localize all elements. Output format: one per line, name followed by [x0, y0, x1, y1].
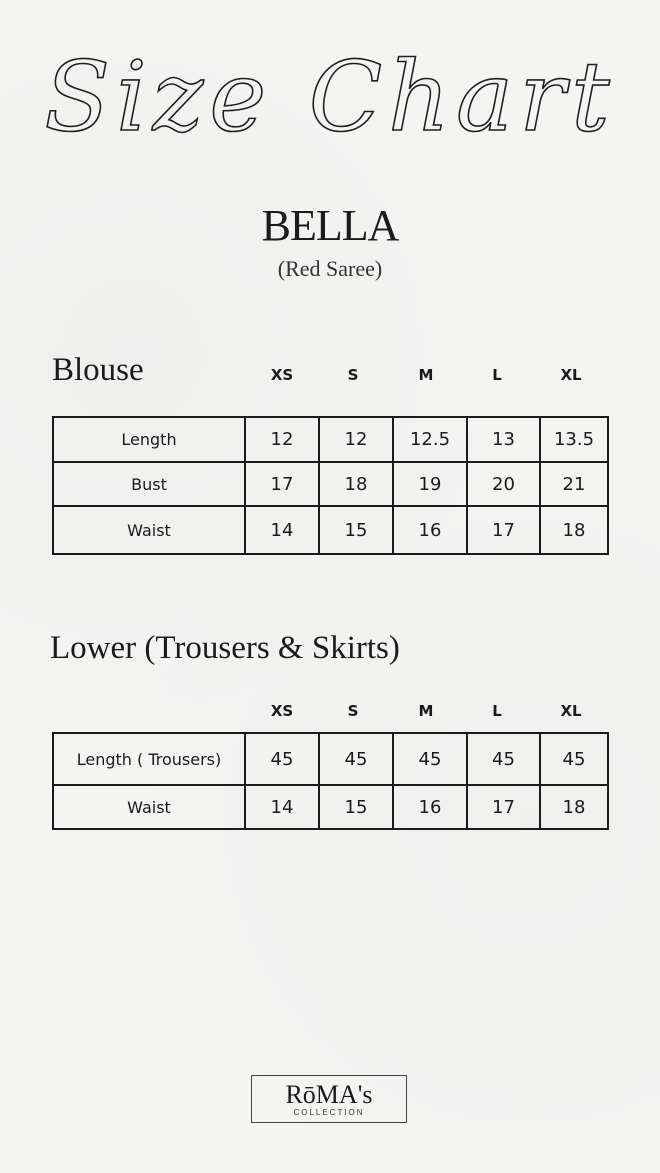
product-subtitle: (Red Saree): [277, 256, 383, 281]
table-cell: 45: [393, 733, 467, 785]
table-row: [53, 462, 608, 506]
table-cell: 16: [393, 506, 467, 554]
lower-title: Lower (Trousers & Skirts): [50, 630, 400, 666]
table-cell: 14: [245, 785, 319, 829]
table-cell: 17: [467, 506, 540, 554]
row-label: Waist: [53, 785, 245, 829]
table-row: [53, 417, 608, 462]
brand-logo: [251, 1075, 407, 1123]
table-cell: 12.5: [393, 417, 467, 462]
size-chart-title-text: Size Chart: [44, 41, 616, 153]
table-cell: 21: [540, 462, 608, 506]
blouse-table: [52, 416, 609, 555]
blouse-size-s: S: [347, 366, 359, 384]
table-cell: 19: [393, 462, 467, 506]
blouse-size-l: L: [492, 366, 502, 384]
lower-size-xl: XL: [560, 702, 582, 720]
blouse-size-xl: XL: [560, 366, 582, 384]
lower-size-l: L: [492, 702, 502, 720]
table-cell: 18: [540, 506, 608, 554]
logo-name: RōMA's: [285, 1080, 373, 1109]
lower-size-xs: XS: [270, 702, 294, 720]
size-chart-title-svg: [0, 30, 660, 180]
table-cell: 20: [467, 462, 540, 506]
table-cell: 45: [245, 733, 319, 785]
table-cell: 12: [319, 417, 393, 462]
table-cell: 13.5: [540, 417, 608, 462]
size-chart-title: [0, 30, 660, 180]
row-label: Length: [53, 417, 245, 462]
lower-size-m: M: [418, 702, 434, 720]
table-cell: 16: [393, 785, 467, 829]
table-cell: 17: [467, 785, 540, 829]
table-row: [53, 733, 608, 785]
table-cell: 15: [319, 785, 393, 829]
table-cell: 12: [245, 417, 319, 462]
table-cell: 45: [319, 733, 393, 785]
lower-size-s: S: [347, 702, 359, 720]
blouse-size-m: M: [418, 366, 434, 384]
table-cell: 17: [245, 462, 319, 506]
table-cell: 15: [319, 506, 393, 554]
table-row: [53, 506, 608, 554]
table-cell: 45: [467, 733, 540, 785]
blouse-size-xs: XS: [270, 366, 294, 384]
lower-table: [52, 732, 609, 830]
table-cell: 14: [245, 506, 319, 554]
table-cell: 18: [540, 785, 608, 829]
product-name: BELLA: [261, 201, 399, 250]
row-label: Waist: [53, 506, 245, 554]
table-cell: 45: [540, 733, 608, 785]
row-label: Length ( Trousers): [53, 733, 245, 785]
table-cell: 18: [319, 462, 393, 506]
table-row: [53, 785, 608, 829]
table-cell: 13: [467, 417, 540, 462]
blouse-title: Blouse: [52, 352, 144, 388]
row-label: Bust: [53, 462, 245, 506]
logo-sub: COLLECTION: [293, 1108, 365, 1117]
